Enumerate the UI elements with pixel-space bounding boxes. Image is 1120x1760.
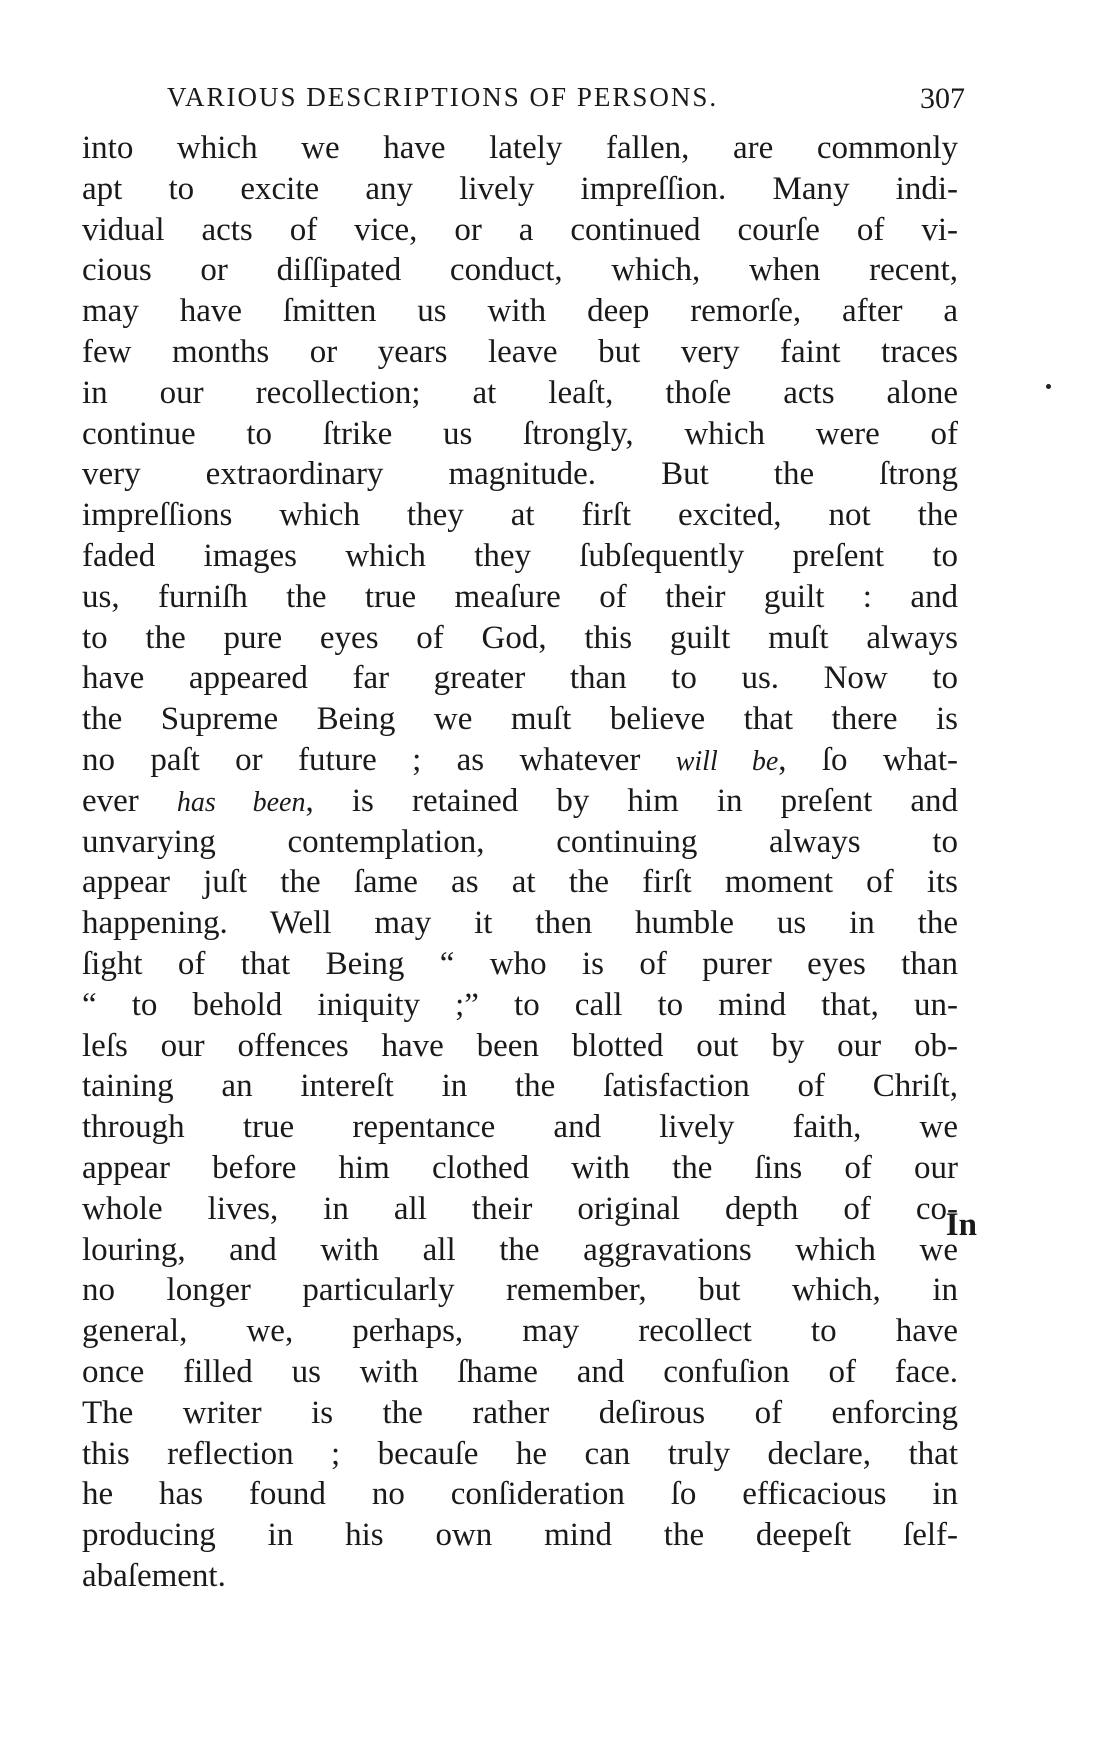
- running-title: VARIOUS DESCRIPTIONS OF PERSONS.: [167, 82, 719, 112]
- text-line: this reflection ; becauſe he can truly declare, that: [82, 1435, 958, 1472]
- italic-phrase: will be: [675, 745, 779, 777]
- line-segment: , ſo what-: [778, 741, 958, 778]
- text-line: ſight of that Being “ who is of purer eyes than: [82, 945, 958, 982]
- text-line: producing in his own mind the deepeſt ſelf-: [82, 1517, 958, 1554]
- line-segment: ever: [82, 782, 177, 819]
- text-line: impreſſions which they at firſt excited, not the: [82, 497, 958, 534]
- text-line: abaſement.: [82, 1557, 226, 1594]
- text-line: whole lives, in all their original depth of co-: [82, 1190, 958, 1227]
- text-line: once filled us with ſhame and confuſion of face.: [82, 1353, 958, 1390]
- text-line: unvarying contemplation, continuing always to: [82, 823, 958, 860]
- body-text: [82, 128, 958, 1597]
- text-line: into which we have lately fallen, are commonly: [82, 130, 958, 166]
- line-segment: no paſt or future ; as whatever: [82, 741, 676, 778]
- text-line-with-italic: [82, 740, 958, 781]
- text-line: The writer is the rather deſirous of enforcing: [82, 1394, 958, 1431]
- line-segment: , is retained by him in preſent and: [305, 782, 958, 819]
- text-line: taining an intereſt in the ſatisfaction of Chriſt,: [82, 1068, 958, 1105]
- margin-mark: [1046, 384, 1051, 389]
- text-line: have appeared far greater than to us. Now to: [82, 660, 958, 697]
- text-line: few months or years leave but very faint traces: [82, 333, 958, 370]
- text-line: apt to excite any lively impreſſion. Many indi-: [82, 170, 958, 207]
- running-head: [145, 82, 965, 122]
- text-line: continue to ſtrike us ſtrongly, which were of: [82, 415, 958, 452]
- text-line: in our recollection; at leaſt, thoſe acts alone: [82, 374, 958, 411]
- text-line: vidual acts of vice, or a continued courſe of vi-: [82, 211, 958, 248]
- text-line: general, we, perhaps, may recollect to have: [82, 1313, 958, 1350]
- text-line: very extraordinary magnitude. But the ſtrong: [82, 456, 958, 493]
- text-line: he has found no conſideration ſo efficacious in: [82, 1476, 958, 1513]
- text-line-with-italic: [82, 781, 958, 822]
- text-line: “ to behold iniquity ;” to call to mind that, un-: [82, 986, 958, 1023]
- text-line: happening. Well may it then humble us in the: [82, 905, 958, 942]
- text-line: no longer particularly remember, but which, in: [82, 1272, 958, 1309]
- text-line: leſs our offences have been blotted out by our ob-: [82, 1027, 958, 1064]
- text-line: us, furniſh the true meaſure of their guilt : and: [82, 578, 958, 615]
- text-line: through true repentance and lively faith, we: [82, 1109, 958, 1146]
- italic-phrase: has been: [176, 786, 306, 818]
- text-line: appear before him clothed with the ſins of our: [82, 1149, 958, 1186]
- text-line: louring, and with all the aggravations which we: [82, 1231, 958, 1268]
- text-line: appear juſt the ſame as at the firſt moment of its: [82, 864, 958, 901]
- text-line: faded images which they ſubſequently preſent to: [82, 537, 958, 574]
- text-line: may have ſmitten us with deep remorſe, after a: [82, 293, 958, 330]
- catchword: In: [945, 1207, 977, 1243]
- text-line: the Supreme Being we muſt believe that there is: [82, 701, 958, 738]
- page-number: 307: [920, 82, 965, 115]
- text-line: cious or diſſipated conduct, which, when recent,: [82, 252, 958, 289]
- text-line: to the pure eyes of God, this guilt muſt always: [82, 619, 958, 656]
